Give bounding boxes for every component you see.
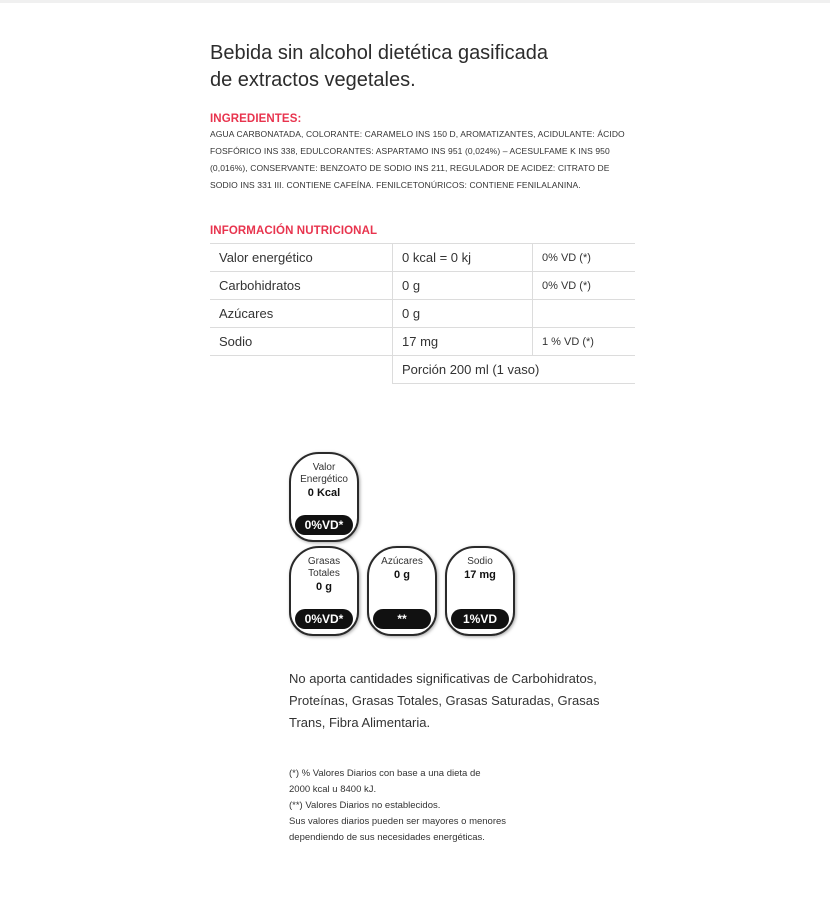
seal-label	[291, 548, 357, 580]
nutrient-name: Valor energético	[210, 244, 393, 272]
top-rule	[0, 0, 830, 3]
portion-row	[210, 356, 635, 384]
nutrient-vd: 1 % VD (*)	[542, 335, 594, 348]
seal-label-line-2: Totales	[308, 568, 340, 579]
non-significant-note: No aporta cantidades significativas de Carbohidratos, Proteínas, Grasas Totales, Grasas Saturadas, Grasas Trans, Fibra Alimentaria.	[289, 671, 600, 730]
title-line-2: de extractos vegetales.	[210, 69, 416, 91]
label-content	[210, 40, 640, 384]
ingredients-heading: INGREDIENTES:	[210, 113, 302, 125]
nutrient-amount: 0 kcal = 0 kj	[393, 244, 533, 272]
seal-vd-badge: **	[373, 609, 431, 629]
table-row	[210, 328, 635, 356]
seal-value: 0 Kcal	[307, 487, 341, 499]
nutrient-name: Sodio	[210, 328, 393, 356]
footnote-line: dependiendo de sus necesidades energéticas.	[289, 832, 485, 843]
seal-label	[291, 454, 357, 486]
footnote-line: (**) Valores Diarios no establecidos.	[289, 800, 441, 811]
seal-vd-badge: 1%VD	[451, 609, 509, 629]
portion-spacer	[210, 356, 393, 384]
product-title	[210, 40, 640, 94]
footnote-line: Sus valores diarios pueden ser mayores o menores	[289, 816, 507, 827]
table-row	[210, 244, 635, 272]
seal-label: Azúcares	[381, 556, 423, 567]
seal-label: Sodio	[467, 556, 493, 567]
footnotes	[289, 766, 589, 846]
footnote-line: 2000 kcal u 8400 kJ.	[289, 784, 377, 795]
energy-seal	[289, 452, 359, 542]
sugars-seal	[367, 546, 437, 636]
nutrient-vd: 0% VD (*)	[542, 279, 591, 292]
seal-vd-badge: 0%VD*	[295, 515, 353, 535]
sodium-seal	[445, 546, 515, 636]
nutrient-vd	[533, 300, 636, 328]
seal-value: 17 mg	[464, 569, 496, 581]
fats-seal	[289, 546, 359, 636]
footnote-line: (*) % Valores Diarios con base a una dieta de	[289, 768, 481, 779]
seal-label-line-1: Grasas	[307, 556, 341, 567]
nutrient-name: Carbohidratos	[210, 272, 393, 300]
nutrient-vd: 0% VD (*)	[542, 251, 591, 264]
table-row	[210, 300, 635, 328]
nutrient-amount: 17 mg	[393, 328, 533, 356]
title-line-1: Bebida sin alcohol dietética gasificada	[210, 42, 548, 64]
nutrient-amount: 0 g	[393, 272, 533, 300]
nutrient-name: Azúcares	[210, 300, 393, 328]
seal-value: 0 g	[316, 581, 332, 593]
portion-size: Porción 200 ml (1 vaso)	[393, 356, 636, 384]
seal-label-line-2: Energético	[300, 474, 348, 485]
seal-vd-badge: 0%VD*	[295, 609, 353, 629]
seal-label-line-1: Valor	[312, 462, 336, 473]
seal-value: 0 g	[394, 569, 410, 581]
ingredients-text: AGUA CARBONATADA, COLORANTE: CARAMELO INS 150 D, AROMATIZANTES, ACIDULANTE: ÁCIDO FOSFÓRICO INS 338, EDULCORANTES: ASPARTAMO INS 951 (0,024%) – ACESULFAME K INS 950 (0,016%), CONSERVANTE: BENZOATO DE SODIO INS 211, REGULADOR DE ACIDEZ: CITRATO DE SODIO INS 331 III. CONTIENE CAFEÍNA. FENILCETONÚRICOS: CONTIENE FENILALANINA.	[210, 129, 625, 190]
table-row	[210, 272, 635, 300]
nutrition-heading: INFORMACIÓN NUTRICIONAL	[210, 225, 378, 237]
nutrient-amount: 0 g	[393, 300, 533, 328]
nutrition-table	[210, 243, 635, 384]
